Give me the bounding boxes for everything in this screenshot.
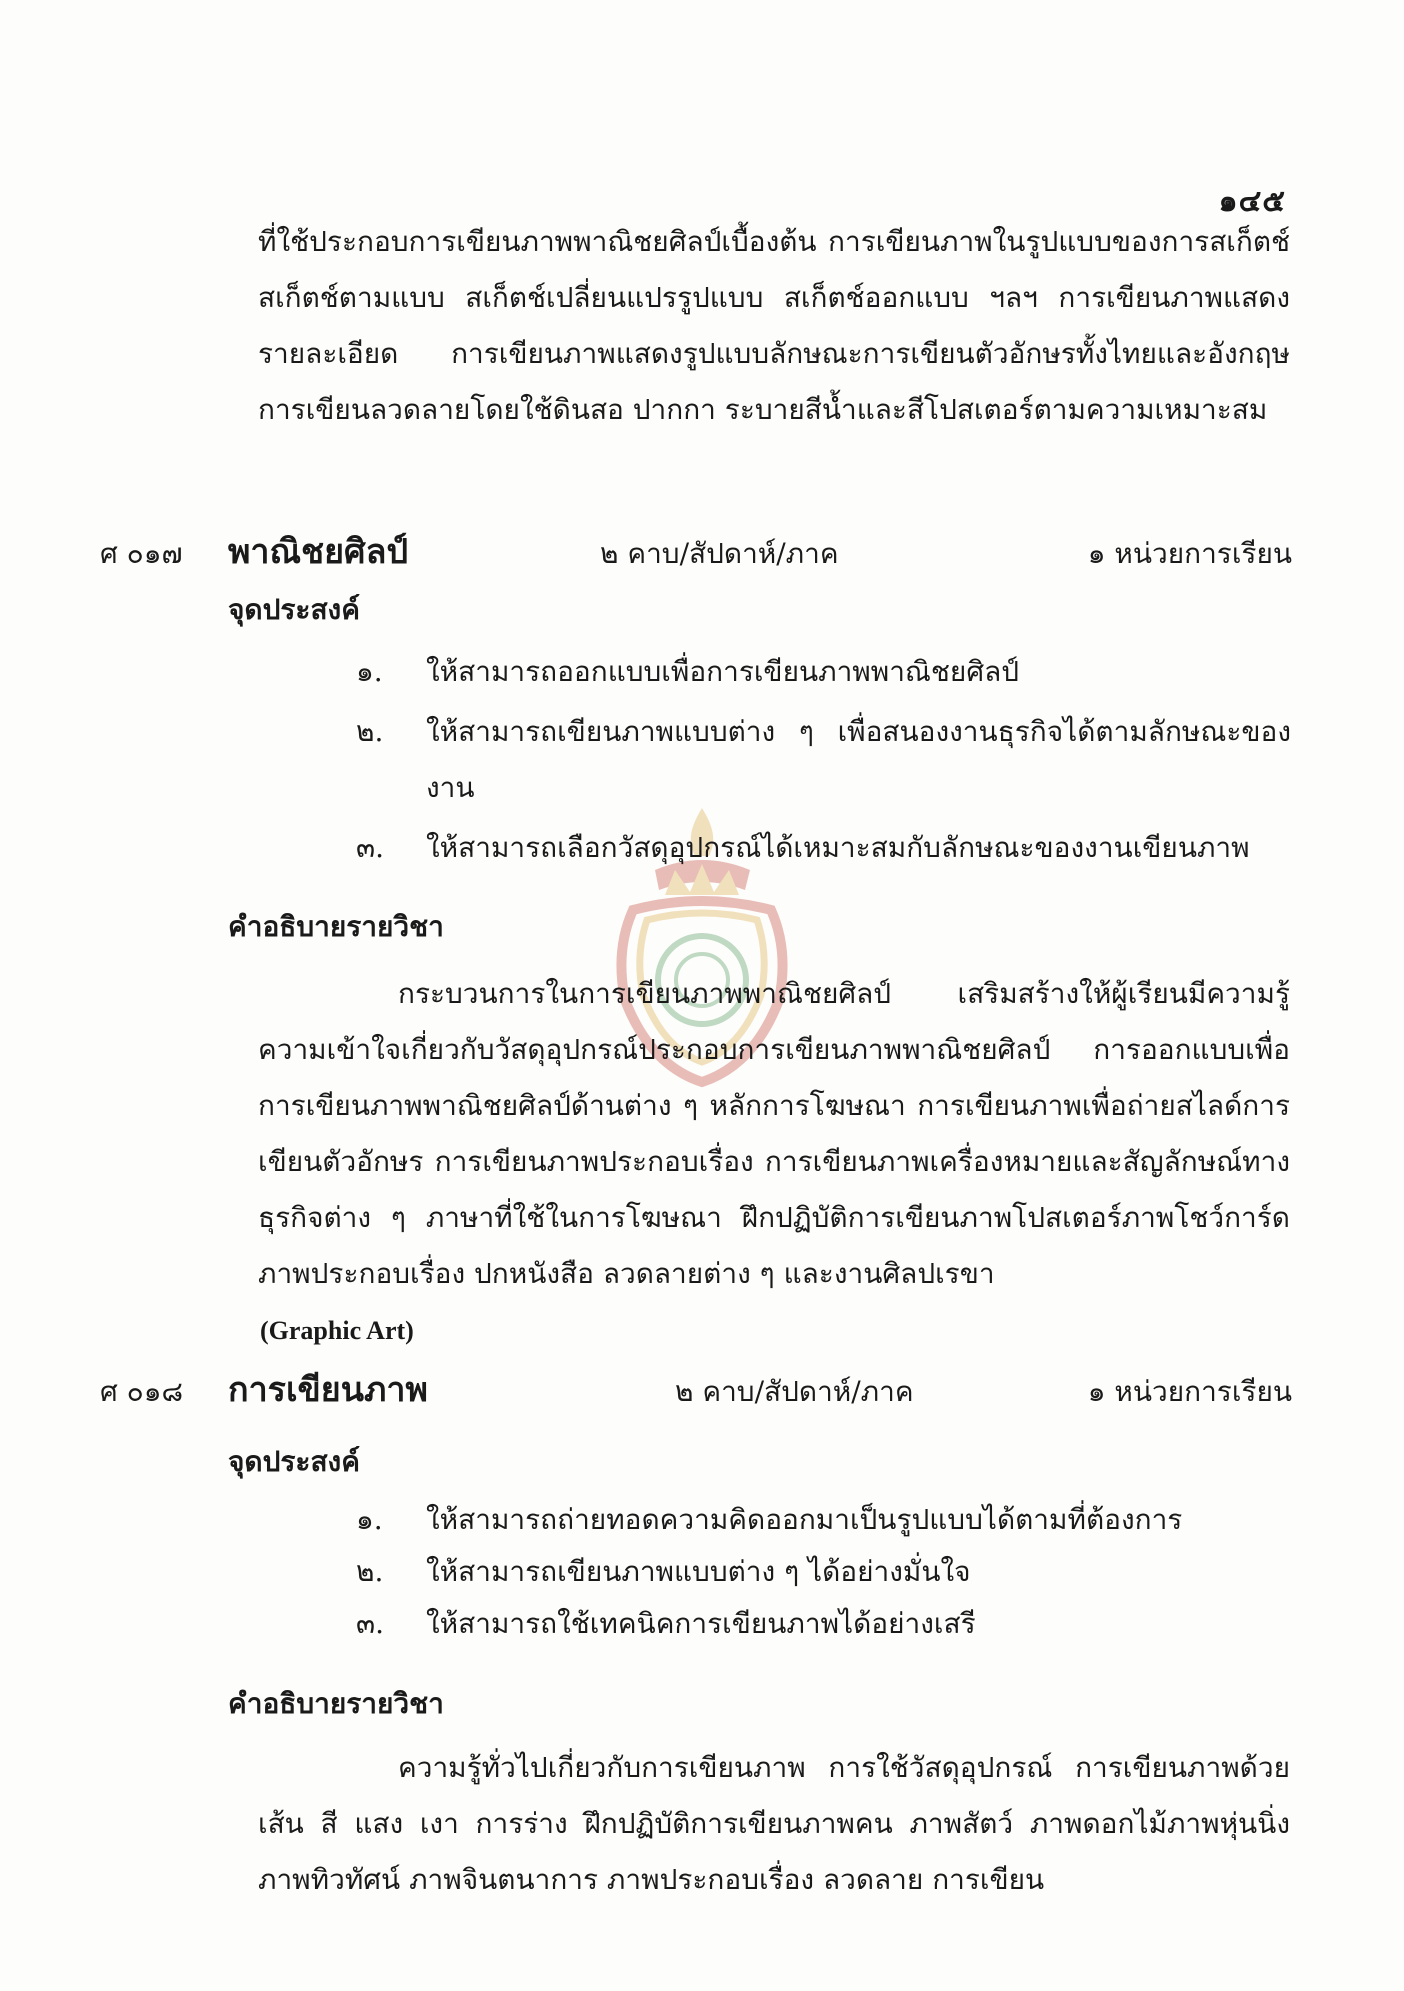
description-heading: คำอธิบายรายวิชา [228,1687,444,1720]
course-header [100,1362,1292,1422]
list-item [356,1598,1291,1650]
list-item [356,1546,1291,1598]
item-number: ๒. [356,1555,384,1588]
page-number: ๑๔๕ [1218,184,1286,219]
list-item [356,820,1291,876]
objectives-list [356,1494,1291,1650]
course-code: ศ ๐๑๘ [100,1375,184,1408]
item-text: ให้สามารถเขียนภาพแบบต่าง ๆ เพื่อสนองงานธุรกิจได้ตามลักษณะของงาน [426,715,1291,804]
course-title: การเขียนภาพ [228,1370,428,1410]
item-number: ๑. [356,1503,383,1536]
objectives-heading: จุดประสงค์ [228,593,360,626]
item-number: ๓. [356,1607,385,1640]
course-header [100,524,1292,584]
course-credit: ๑ หน่วยการเรียน [1087,537,1292,570]
item-number: ๒. [356,715,384,748]
list-item [356,704,1291,816]
course-hours: ๒ คาบ/สัปดาห์/ภาค [600,537,839,570]
description-note: (Graphic Art) [260,1316,414,1345]
objectives-heading: จุดประสงค์ [228,1445,360,1478]
item-text: ให้สามารถถ่ายทอดความคิดออกมาเป็นรูปแบบได้ตามที่ต้องการ [426,1503,1183,1536]
course-code: ศ ๐๑๗ [100,537,183,570]
description-paragraph [258,1740,1290,1908]
description-heading: คำอธิบายรายวิชา [228,910,444,943]
course-title: พาณิชยศิลป์ [228,532,409,572]
item-number: ๓. [356,831,385,864]
item-number: ๑. [356,655,383,688]
item-text: ให้สามารถออกแบบเพื่อการเขียนภาพพาณิชยศิลป์ [426,655,1020,688]
list-item [356,644,1291,700]
description-text: กระบวนการในการเขียนภาพพาณิชยศิลป์ เสริมสร้างให้ผู้เรียนมีความรู้ความเข้าใจเกี่ยวกับวัสดุอุปกรณ์ประกอบการเขียนภาพพาณิชยศิลป์ การออกแบบเพื่อการเขียนภาพพาณิชยศิลป์ด้านต่าง ๆ หลักการโฆษณา การเขียนภาพเพื่อถ่ายสไลด์การเขียนตัวอักษร การเขียนภาพประกอบเรื่อง การเขียนภาพเครื่องหมายและสัญลักษณ์ทางธุรกิจต่าง ๆ ภาษาที่ใช้ในการโฆษณา ฝึกปฏิบัติการเขียนภาพโปสเตอร์ภาพโชว์การ์ด ภาพประกอบเรื่อง ปกหนังสือ ลวดลายต่าง ๆ และงานศิลปเรขา [258,977,1290,1290]
list-item [356,1494,1291,1546]
item-text: ให้สามารถใช้เทคนิคการเขียนภาพได้อย่างเสรี [426,1607,976,1640]
item-text: ให้สามารถเลือกวัสดุอุปกรณ์ได้เหมาะสมกับลักษณะของงานเขียนภาพ [426,831,1250,864]
course-credit: ๑ หน่วยการเรียน [1087,1375,1292,1408]
description-text: ความรู้ทั่วไปเกี่ยวกับการเขียนภาพ การใช้วัสดุอุปกรณ์ การเขียนภาพด้วยเส้น สี แสง เงา การร่าง ฝึกปฏิบัติการเขียนภาพคน ภาพสัตว์ ภาพดอกไม้ภาพหุ่นนิ่ง ภาพทิวทัศน์ ภาพจินตนาการ ภาพประกอบเรื่อง ลวดลาย การเขียน [258,1751,1290,1896]
course-hours: ๒ คาบ/สัปดาห์/ภาค [675,1375,914,1408]
description-paragraph [258,966,1290,1302]
objectives-list [356,644,1291,880]
intro-paragraph: ที่ใช้ประกอบการเขียนภาพพาณิชยศิลป์เบื้องต้น การเขียนภาพในรูปแบบของการสเก็ตช์ สเก็ตช์ตามแบบ สเก็ตช์เปลี่ยนแปรรูปแบบ สเก็ตช์ออกแบบ ฯลฯ การเขียนภาพแสดงรายละเอียด การเขียนภาพแสดงรูปแบบลักษณะการเขียนตัวอักษรทั้งไทยและอังกฤษ การเขียนลวดลายโดยใช้ดินสอ ปากกา ระบายสีน้ำและสีโปสเตอร์ตามความเหมาะสม [258,225,1290,426]
item-text: ให้สามารถเขียนภาพแบบต่าง ๆ ได้อย่างมั่นใจ [426,1555,971,1588]
